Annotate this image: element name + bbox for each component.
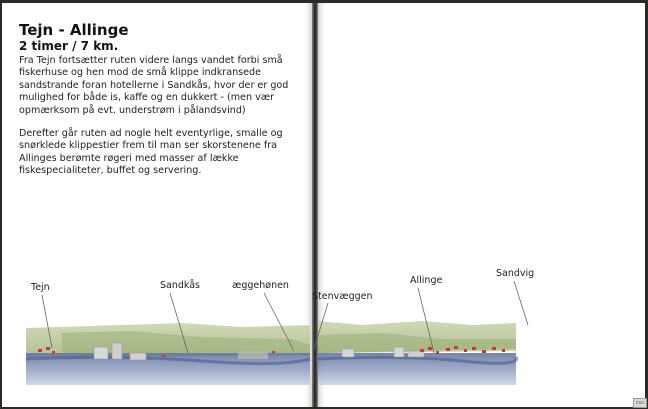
resize-icon[interactable]: ▫▫ xyxy=(633,398,647,408)
map-label-allinge: Allinge xyxy=(410,275,443,286)
description-paragraph-1: Fra Tejn fortsætter ruten videre langs vandet forbi små fiskerhuse og hen mod de små klippe indkransede sandstrande foran hotellerne i Sandkås, hvor der er god mulighed for både is, kaffe og en dukkert - (men vær opmærksom på evt. understrøm i pålandsvind) xyxy=(19,55,289,116)
coast-strip-left xyxy=(26,323,310,385)
coast-strip-right xyxy=(318,321,517,385)
map-label-sandkas: Sandkås xyxy=(160,280,201,291)
page-title: Tejn - Allinge xyxy=(19,21,129,39)
map-label-tejn: Tejn xyxy=(31,282,50,293)
leader-sandvig xyxy=(514,281,528,325)
map-label-aeggehonen: æggehønen xyxy=(232,280,289,291)
book-spread xyxy=(2,3,645,407)
description-paragraph-2: Derefter går ruten ad nogle helt eventyrlige, smalle og snørklede klippestier frem til man ser skorstenene fra Allinges berømte røgeri med masser af lække fiskespecialiteter, buffet og servering. xyxy=(19,128,283,177)
coastline-illustration xyxy=(2,3,645,407)
map-label-sandvig: Sandvig xyxy=(496,268,535,279)
route-duration: 2 timer / 7 km. xyxy=(19,39,119,53)
map-label-stenvaeggen: Stenvæggen xyxy=(312,291,373,302)
